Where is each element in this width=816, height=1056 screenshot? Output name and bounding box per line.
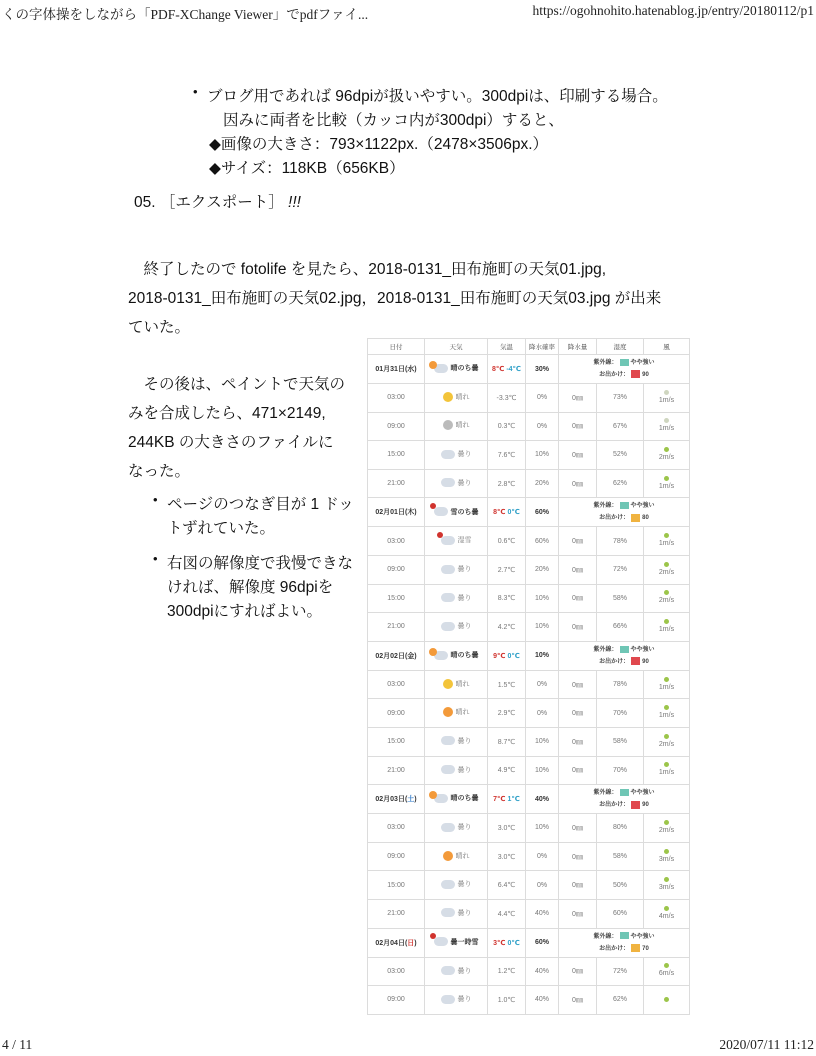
hour-pop: 10% <box>526 756 559 785</box>
hour-humidity: 66% <box>597 613 644 642</box>
weather-icon <box>441 593 455 602</box>
wind-direction-icon <box>664 533 669 538</box>
hour-time: 21:00 <box>368 899 425 928</box>
hour-weather: 曇り <box>457 996 472 1004</box>
day-uv-outing: 紫外線： やや強い お出かけ： 90 <box>559 355 690 384</box>
weather-icon <box>443 392 453 402</box>
hourly-row <box>368 842 690 871</box>
hour-temp: 0.3℃ <box>488 412 526 441</box>
hour-temp: 4.9℃ <box>488 756 526 785</box>
hourly-row <box>368 527 690 556</box>
bullet-dpi-line1: • ブログ用であれば 96dpiが扱いやすい。300dpiは、印刷する場合。 <box>207 84 668 106</box>
hour-humidity: 70% <box>597 699 644 728</box>
hour-temp: 6.4℃ <box>488 871 526 900</box>
col-rain: 降水量 <box>559 339 597 355</box>
hourly-row <box>368 957 690 986</box>
hourly-row <box>368 469 690 498</box>
hour-temp: 7.6℃ <box>488 441 526 470</box>
hourly-row <box>368 756 690 785</box>
weather-icon <box>441 880 455 889</box>
day-pop: 30% <box>526 355 559 384</box>
weather-icon <box>443 420 453 430</box>
day-date: 02月04日(日) <box>368 928 425 957</box>
hour-temp: 3.0℃ <box>488 842 526 871</box>
hour-time: 03:00 <box>368 384 425 413</box>
hour-weather: 曇り <box>457 766 472 774</box>
hour-rain: 0㎜ <box>559 412 597 441</box>
col-humidity: 湿度 <box>597 339 644 355</box>
hour-weather: 曇り <box>457 566 472 574</box>
hour-wind: 2m/s <box>658 826 675 834</box>
hour-wind: 2m/s <box>658 568 675 576</box>
weather-icon <box>434 651 448 660</box>
hour-rain: 0㎜ <box>559 670 597 699</box>
hour-humidity: 78% <box>597 670 644 699</box>
day-uv-outing: 紫外線： やや強い お出かけ： 90 <box>559 641 690 670</box>
bullet-resolution-line3: 300dpiにすればよい。 <box>167 603 323 620</box>
hour-rain: 0㎜ <box>559 555 597 584</box>
hour-weather: 晴れ <box>455 422 470 430</box>
source-url: https://ogohnohito.hatenablog.jp/entry/20180112/p1 <box>532 3 814 18</box>
weather-icon <box>434 364 448 373</box>
day-weather: 晴のち曇 <box>450 365 479 373</box>
col-pop: 降水確率 <box>526 339 559 355</box>
day-pop: 10% <box>526 641 559 670</box>
hour-humidity: 58% <box>597 727 644 756</box>
hourly-row <box>368 814 690 843</box>
hourly-row <box>368 384 690 413</box>
day-temps: 7℃ 1℃ <box>488 785 526 814</box>
hour-wind: 6m/s <box>658 970 675 978</box>
weather-icon <box>441 765 455 774</box>
hour-rain: 0㎜ <box>559 727 597 756</box>
hour-pop: 10% <box>526 613 559 642</box>
hour-humidity: 78% <box>597 527 644 556</box>
outing-icon <box>631 801 640 809</box>
hour-rain: 0㎜ <box>559 441 597 470</box>
weather-icon <box>443 851 453 861</box>
day-date: 02月01日(木) <box>368 498 425 527</box>
hour-wind: 3m/s <box>658 884 675 892</box>
hour-weather: 曇り <box>457 967 472 975</box>
day-weather: 晴のち曇 <box>450 652 479 659</box>
paragraph-1-line2: 2018-0131_田布施町の天気02.jpg，2018-0131_田布施町の天気03.jpg が出来 <box>128 290 662 307</box>
day-temps: 8℃ -4℃ <box>488 355 526 384</box>
hour-time: 21:00 <box>368 469 425 498</box>
hour-temp: 2.9℃ <box>488 699 526 728</box>
day-summary-row <box>368 498 690 527</box>
hour-temp: 1.0℃ <box>488 986 526 1015</box>
hour-time: 03:00 <box>368 957 425 986</box>
hour-rain: 0㎜ <box>559 899 597 928</box>
hour-pop: 0% <box>526 384 559 413</box>
wind-direction-icon <box>664 590 669 595</box>
hour-pop: 0% <box>526 412 559 441</box>
hour-time: 21:00 <box>368 613 425 642</box>
step-label: ［エクスポート］ <box>159 194 284 211</box>
hour-pop: 60% <box>526 527 559 556</box>
paragraph-2-line4: なった。 <box>128 463 191 480</box>
hourly-row <box>368 555 690 584</box>
hour-time: 09:00 <box>368 986 425 1015</box>
hour-humidity: 62% <box>597 986 644 1015</box>
hour-rain: 0㎜ <box>559 986 597 1015</box>
bullet-resolution-line2: ければ、解像度 96dpiを <box>167 579 334 596</box>
hour-pop: 40% <box>526 957 559 986</box>
paragraph-2-line2: みを合成したら、471×2149, <box>128 405 326 422</box>
outing-icon <box>631 657 640 665</box>
hour-temp: 1.2℃ <box>488 957 526 986</box>
weather-icon <box>434 507 448 516</box>
weather-icon <box>441 622 455 631</box>
table-header-row <box>368 339 690 355</box>
hour-pop: 10% <box>526 441 559 470</box>
hour-humidity: 60% <box>597 899 644 928</box>
bullet-dpi-line2: 因みに両者を比較（カッコ内が300dpi）すると、 <box>223 112 564 129</box>
wind-direction-icon <box>664 476 669 481</box>
hour-pop: 0% <box>526 699 559 728</box>
hour-rain: 0㎜ <box>559 384 597 413</box>
hour-temp: 3.0℃ <box>488 814 526 843</box>
day-weather: 曇一時雪 <box>450 938 479 946</box>
wind-direction-icon <box>664 877 669 882</box>
weather-icon <box>434 937 448 946</box>
day-weather: 雪のち曇 <box>450 508 479 516</box>
hour-rain: 0㎜ <box>559 699 597 728</box>
hourly-row <box>368 986 690 1015</box>
outing-icon <box>631 944 640 952</box>
hour-temp: 1.5℃ <box>488 670 526 699</box>
weather-icon <box>441 736 455 745</box>
hour-time: 03:00 <box>368 670 425 699</box>
day-pop: 60% <box>526 928 559 957</box>
hour-time: 03:00 <box>368 814 425 843</box>
hour-wind: 1m/s <box>658 712 675 720</box>
hour-humidity: 72% <box>597 957 644 986</box>
hour-rain: 0㎜ <box>559 527 597 556</box>
hour-wind: 4m/s <box>658 912 675 920</box>
bullet-seam-line2: トずれていた。 <box>167 520 276 537</box>
day-summary-row <box>368 928 690 957</box>
hour-pop: 10% <box>526 584 559 613</box>
hour-temp: 2.7℃ <box>488 555 526 584</box>
hour-weather: 曇り <box>457 737 472 745</box>
wind-direction-icon <box>664 762 669 767</box>
hour-humidity: 70% <box>597 756 644 785</box>
wind-direction-icon <box>664 677 669 682</box>
wind-direction-icon <box>664 619 669 624</box>
hour-wind: 1m/s <box>658 540 675 548</box>
hour-time: 15:00 <box>368 441 425 470</box>
weather-forecast-image <box>367 338 690 1015</box>
weather-icon <box>441 908 455 917</box>
weather-icon <box>441 478 455 487</box>
hour-pop: 0% <box>526 871 559 900</box>
hourly-row <box>368 699 690 728</box>
wind-direction-icon <box>664 734 669 739</box>
hour-rain: 0㎜ <box>559 871 597 900</box>
hour-rain: 0㎜ <box>559 842 597 871</box>
outing-icon <box>631 514 640 522</box>
hour-time: 21:00 <box>368 756 425 785</box>
bullet-resolution-line1: • 右図の解像度で我慢できな <box>167 551 353 573</box>
weather-icon <box>441 823 455 832</box>
document-title: くの字体操をしながら「PDF-XChange Viewer」でpdfファイ... <box>2 7 369 22</box>
hourly-row <box>368 613 690 642</box>
outing-icon <box>631 370 640 378</box>
hour-wind: 1m/s <box>658 625 675 633</box>
day-date: 01月31日(水) <box>368 355 425 384</box>
hour-humidity: 58% <box>597 584 644 613</box>
hour-time: 15:00 <box>368 871 425 900</box>
hour-time: 09:00 <box>368 412 425 441</box>
wind-direction-icon <box>664 418 669 423</box>
hour-time: 03:00 <box>368 527 425 556</box>
hour-humidity: 50% <box>597 871 644 900</box>
wind-direction-icon <box>664 390 669 395</box>
hour-weather: 湿雪 <box>457 537 472 545</box>
hour-time: 15:00 <box>368 584 425 613</box>
hour-wind: 2m/s <box>658 597 675 605</box>
paragraph-2-line1: その後は、ペイントで天気の <box>128 376 346 393</box>
hour-wind: 1m/s <box>658 425 675 433</box>
hour-time: 09:00 <box>368 699 425 728</box>
wind-direction-icon <box>664 906 669 911</box>
hour-humidity: 67% <box>597 412 644 441</box>
bullet-dpi-line4: ◆サイズ：118KB（656KB） <box>209 160 405 177</box>
hour-humidity: 72% <box>597 555 644 584</box>
day-date: 02月03日(土) <box>368 785 425 814</box>
hour-wind: 1m/s <box>658 769 675 777</box>
hour-rain: 0㎜ <box>559 957 597 986</box>
uv-icon <box>620 646 629 653</box>
weather-icon <box>441 536 455 545</box>
hour-weather: 曇り <box>457 623 472 631</box>
hour-time: 09:00 <box>368 555 425 584</box>
col-temp: 気温 <box>488 339 526 355</box>
hour-temp: 2.8℃ <box>488 469 526 498</box>
hour-rain: 0㎜ <box>559 469 597 498</box>
hour-rain: 0㎜ <box>559 584 597 613</box>
hourly-row <box>368 412 690 441</box>
table-body <box>368 355 690 1015</box>
hour-pop: 20% <box>526 469 559 498</box>
step-exclaim: !!! <box>288 194 301 211</box>
hour-pop: 20% <box>526 555 559 584</box>
day-temps: 8℃ 0℃ <box>488 498 526 527</box>
wind-direction-icon <box>664 447 669 452</box>
hour-weather: 曇り <box>457 824 472 832</box>
hour-rain: 0㎜ <box>559 756 597 785</box>
col-date: 日付 <box>368 339 425 355</box>
hour-rain: 0㎜ <box>559 613 597 642</box>
day-temps: 9℃ 0℃ <box>488 641 526 670</box>
bullet-dpi-line3: ◆画像の大きさ：793×1122px.（2478×3506px.） <box>209 136 549 153</box>
weather-icon <box>441 966 455 975</box>
hour-humidity: 73% <box>597 384 644 413</box>
hour-time: 15:00 <box>368 727 425 756</box>
hour-temp: 0.6℃ <box>488 527 526 556</box>
hour-weather: 曇り <box>457 909 472 917</box>
day-pop: 60% <box>526 498 559 527</box>
hour-pop: 10% <box>526 814 559 843</box>
bullet-seam-line1: • ページのつなぎ目が 1 ドッ <box>167 492 354 514</box>
step-05 <box>134 190 301 212</box>
hour-pop: 0% <box>526 842 559 871</box>
hour-rain: 0㎜ <box>559 814 597 843</box>
hourly-row <box>368 899 690 928</box>
day-weather: 晴のち曇 <box>450 795 479 803</box>
hourly-row <box>368 584 690 613</box>
weather-icon <box>441 450 455 459</box>
uv-icon <box>620 359 629 366</box>
hour-weather: 晴れ <box>455 709 470 717</box>
hour-weather: 曇り <box>457 479 472 487</box>
day-uv-outing: 紫外線： やや強い お出かけ： 90 <box>559 785 690 814</box>
col-weather: 天気 <box>425 339 488 355</box>
wind-direction-icon <box>664 849 669 854</box>
hourly-row <box>368 727 690 756</box>
hour-wind: 3m/s <box>658 855 675 863</box>
hour-wind: 1m/s <box>658 482 675 490</box>
wind-direction-icon <box>664 562 669 567</box>
hour-humidity: 80% <box>597 814 644 843</box>
weather-icon <box>434 794 448 803</box>
wind-direction-icon <box>664 963 669 968</box>
hour-weather: 曇り <box>457 594 472 602</box>
uv-icon <box>620 932 629 939</box>
hour-temp: 4.4℃ <box>488 899 526 928</box>
hour-temp: 4.2℃ <box>488 613 526 642</box>
hour-temp: -3.3℃ <box>488 384 526 413</box>
hour-wind: 1m/s <box>658 683 675 691</box>
hour-humidity: 58% <box>597 842 644 871</box>
hour-humidity: 62% <box>597 469 644 498</box>
hour-pop: 40% <box>526 986 559 1015</box>
day-temps: 3℃ 0℃ <box>488 928 526 957</box>
paragraph-1-line3: ていた。 <box>128 319 191 336</box>
weather-icon <box>441 565 455 574</box>
hour-temp: 8.7℃ <box>488 727 526 756</box>
hour-time: 09:00 <box>368 842 425 871</box>
uv-icon <box>620 789 629 796</box>
hour-pop: 0% <box>526 670 559 699</box>
hour-pop: 10% <box>526 727 559 756</box>
day-summary-row <box>368 355 690 384</box>
hour-wind: 1m/s <box>658 396 675 404</box>
uv-icon <box>620 502 629 509</box>
hour-weather: 晴れ <box>455 852 470 860</box>
day-summary-row <box>368 641 690 670</box>
step-number: 05. <box>134 194 156 211</box>
print-datetime: 2020/07/11 11:12 <box>719 1037 814 1052</box>
hour-weather: 曇り <box>457 881 472 889</box>
hour-wind: 2m/s <box>658 740 675 748</box>
col-wind: 風 <box>644 339 690 355</box>
paragraph-2-line3: 244KB の大きさのファイルに <box>128 434 334 451</box>
wind-direction-icon <box>664 705 669 710</box>
hour-temp: 8.3℃ <box>488 584 526 613</box>
hour-weather: 曇り <box>457 451 472 459</box>
weather-icon <box>443 679 453 689</box>
hourly-row <box>368 441 690 470</box>
wind-direction-icon <box>664 997 669 1002</box>
day-pop: 40% <box>526 785 559 814</box>
hourly-row <box>368 871 690 900</box>
day-uv-outing: 紫外線： やや強い お出かけ： 70 <box>559 928 690 957</box>
weather-icon <box>443 707 453 717</box>
hourly-row <box>368 670 690 699</box>
day-uv-outing: 紫外線： やや強い お出かけ： 80 <box>559 498 690 527</box>
day-summary-row <box>368 785 690 814</box>
page-number: 4 / 11 <box>2 1037 33 1052</box>
hour-weather: 晴れ <box>455 393 470 401</box>
hour-pop: 40% <box>526 899 559 928</box>
hour-wind: 2m/s <box>658 453 675 461</box>
weather-icon <box>441 995 455 1004</box>
day-date: 02月02日(金) <box>368 641 425 670</box>
paragraph-1-line1: 終了したので fotolife を見たら、2018-0131_田布施町の天気01.jpg, <box>128 261 607 278</box>
wind-direction-icon <box>664 820 669 825</box>
hour-weather: 晴れ <box>455 680 470 688</box>
hour-humidity: 52% <box>597 441 644 470</box>
